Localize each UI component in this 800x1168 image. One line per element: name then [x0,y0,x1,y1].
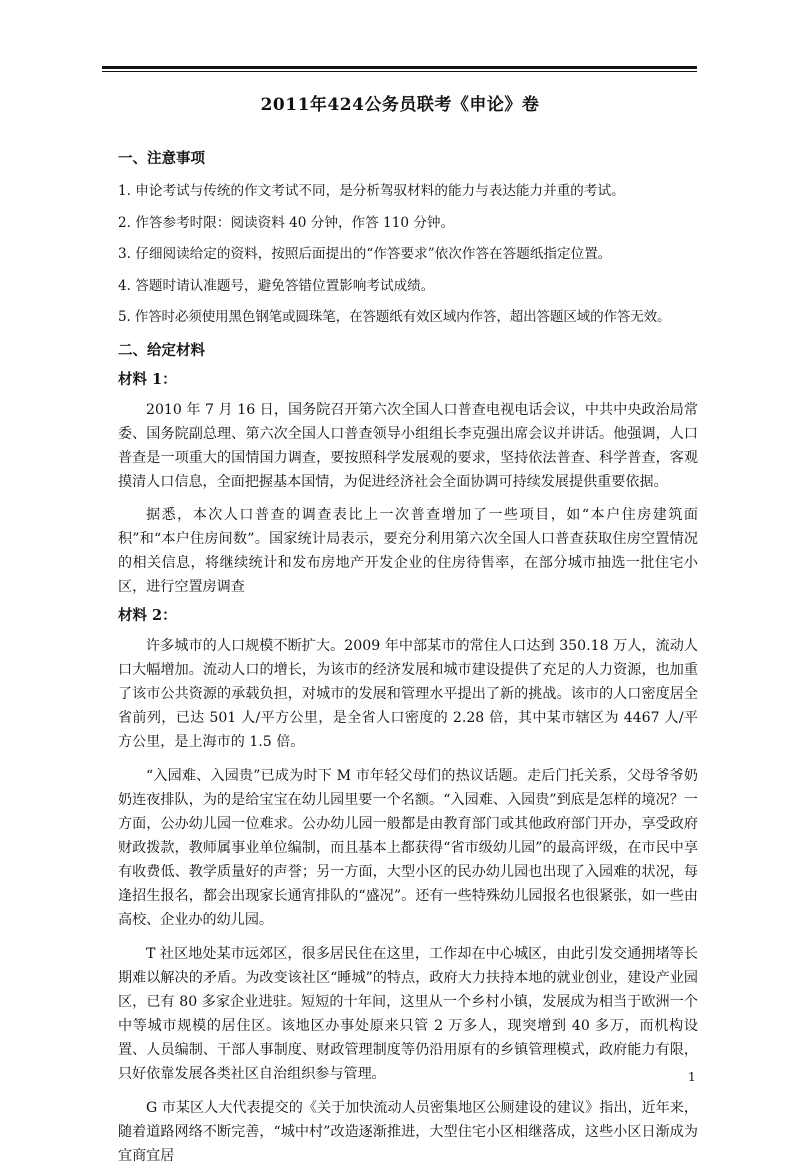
material-2-paragraph: G 市某区人大代表提交的《关于加快流动人员密集地区公厕建设的建议》指出，近年来，随着道路网络不断完善，“城中村”改造逐渐推进，大型住宅小区相继落成，这些小区日渐成为宜商宜居 [118,1099,698,1164]
note-item: 5. 作答时必须使用黑色钢笔或圆珠笔，在答题纸有效区域内作答，超出答题区域的作答无效。 [118,309,671,325]
document-body [118,148,698,1168]
document-title: 2011年424公务员联考《申论》卷 [260,95,540,115]
note-item: 4. 答题时请认准题号，避免答错位置影响考试成绩。 [118,277,435,294]
note-item: 1. 申论考试与传统的作文考试不同，是分析驾驭材料的能力与表达能力并重的考试。 [118,183,625,199]
material-2-label: 材料 2： [118,606,177,624]
section-heading-notes: 一、注意事项 [118,150,205,167]
notes-list [118,180,698,338]
material-2-paragraph: 许多城市的人口规模不断扩大。2009 年中部某市的常住人口达到 350.18 万人，流动人口大幅增加。流动人口的增长，为该市的经济发展和城市建设提供了充足的人力资源，也加重了该市公共资源的承载负担，对城市的发展和管理水平提出了新的挑战。该市的人口密度居全省前列，已达 501 人/平方公里，是全省人口密度的 2.28 倍，其中某市辖区为 4467 人/平方公里，是上海市的 1.5 倍。 [118,637,698,750]
material-1-label: 材料 1： [118,370,177,388]
note-item: 2. 作答参考时限：阅读资料 40 分钟，作答 110 分钟。 [118,214,455,231]
note-item: 3. 仔细阅读给定的资料，按照后面提出的“作答要求”依次作答在答题纸指定位置。 [118,246,612,262]
material-1-paragraph: 2010 年 7 月 16 日，国务院召开第六次全国人口普查电视电话会议，中共中央政治局常委、国务院副总理、第六次全国人口普查领导小组组长李克强出席会议并讲话。他强调，人口普查是一项重大的国情国力调查，要按照科学发展观的要求，坚持依法普查、科学普查，客观摸清人口信息，全面把握基本国情，为促进经济社会全面协调可持续发展提供重要依据。 [118,401,698,490]
material-2-paragraph: T 社区地处某市远郊区，很多居民住在这里，工作却在中心城区，由此引发交通拥堵等长期难以解决的矛盾。为改变该社区“睡城”的特点，政府大力扶持本地的就业创业，建设产业园区，已有 80 多家企业进驻。短短的十年间，这里从一个乡村小镇，发展成为相当于欧洲一个中等城市规模的居住区。该地区办事处原来只管 2 万多人，现突增到 40 多万，而机构设置、人员编制、干部人事制度、财政管理制度等仍沿用原有的乡镇管理模式，政府能力有限，只好依靠发展各类社区自治组织参与管理。 [118,945,698,1082]
header-rule-thin [102,71,697,72]
page-number: 1 [688,1070,696,1084]
material-1-paragraph: 据悉，本次人口普查的调查表比上一次普查增加了一些项目，如“本户住房建筑面积”和“本户住房间数”。国家统计局表示，要充分利用第六次全国人口普查获取住房空置情况的相关信息，将继续统计和发布房地产开发企业的住房待售率，在部分城市抽选一批住宅小区，进行空置房调查 [118,506,698,595]
header-rule-thick [102,66,697,69]
material-2-paragraph: “入园难、入园贵”已成为时下 M 市年轻父母们的热议话题。走后门托关系，父母爷爷奶奶连夜排队，为的是给宝宝在幼儿园里要一个名额。“入园难、入园贵”到底是怎样的境况？一方面，公办幼儿园一位难求。公办幼儿园一般都是由教育部门或其他政府部门开办，享受政府财政拨款，教师属事业单位编制，而且基本上都获得“省市级幼儿园”的最高评级，在市民中享有收费低、教学质量好的声誉；另一方面，大型小区的民办幼儿园也出现了入园难的状况，每逢招生报名，都会出现家长通宵排队的“盛况”。还有一些特殊幼儿园报名也很紧张，如一些由高校、企业办的幼儿园。 [118,767,698,928]
section-heading-materials: 二、给定材料 [118,341,205,359]
